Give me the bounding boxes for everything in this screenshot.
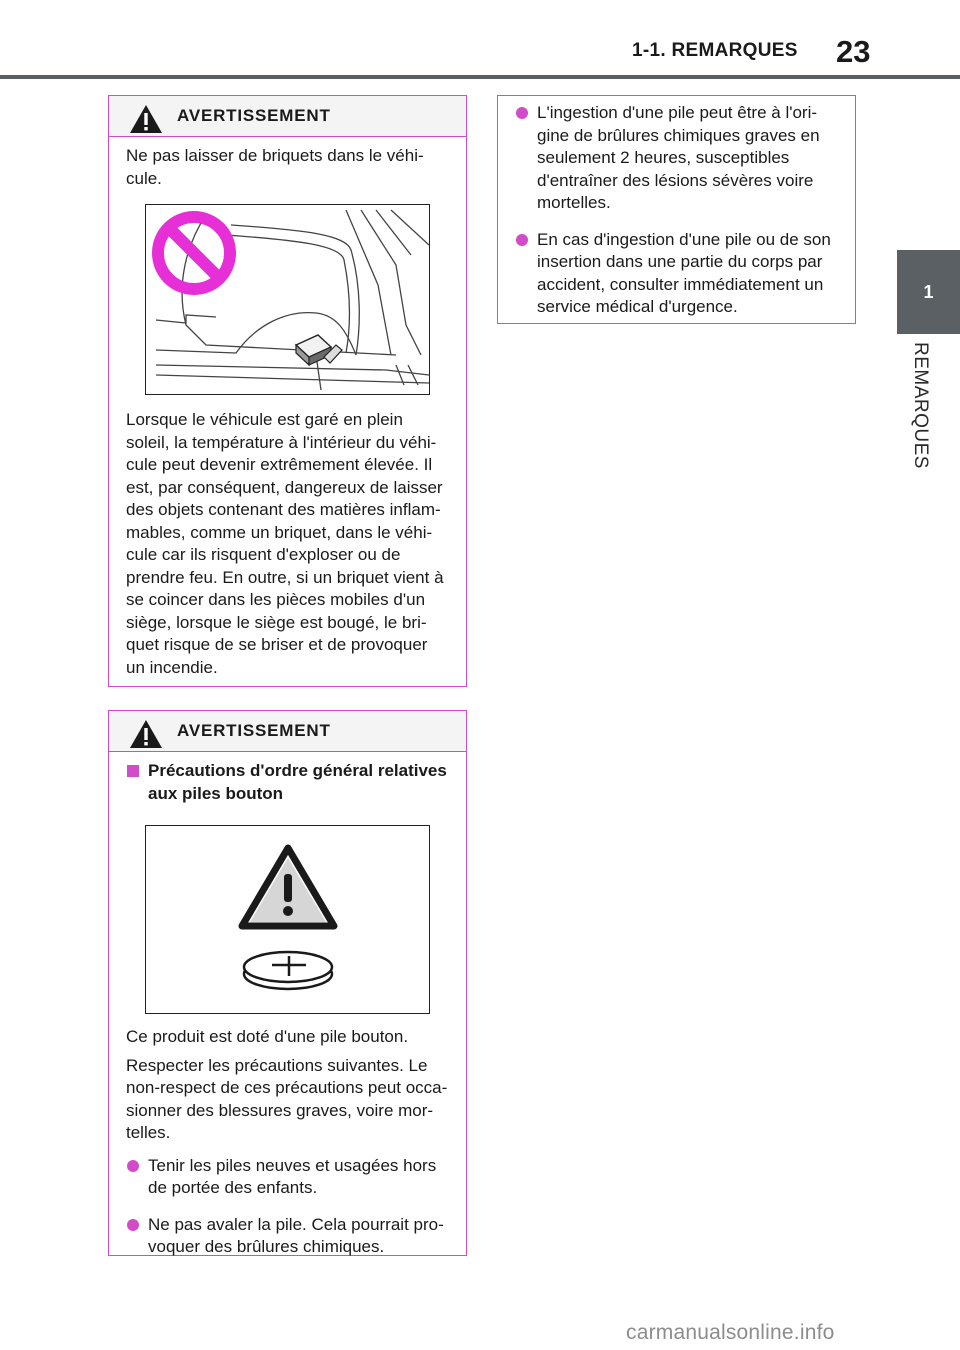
list-item-text: En cas d'ingestion d'une pile ou de son insertion dans une partie du corps par accident, consulter immédiatement un service médical d'urgence. <box>537 229 831 316</box>
section-title: 1-1. REMARQUES <box>632 40 798 61</box>
list-item <box>515 229 839 319</box>
battery-figure <box>145 825 430 1014</box>
list-item-text: Tenir les piles neuves et usagées hors de portée des enfants. <box>148 1155 437 1197</box>
footer-watermark[interactable]: carmanualsonline.info <box>626 1321 835 1344</box>
list-item <box>126 1155 450 1200</box>
section-heading-text: Précautions d'ordre général relatives aux piles bouton <box>148 761 447 803</box>
chapter-label <box>899 342 941 482</box>
bullet-dot-icon <box>127 1160 139 1172</box>
list-item <box>126 1214 450 1259</box>
warning-triangle-icon <box>129 104 163 134</box>
chapter-label-text: REMARQUES <box>910 342 931 469</box>
section-heading <box>126 760 450 805</box>
warning-header <box>109 711 466 752</box>
warning-box-continuation <box>497 95 856 324</box>
warning-box-button-batteries <box>108 710 467 1256</box>
list-item-text: Ne pas avaler la pile. Cela pourrait pro-voquer des brûlures chimiques. <box>148 1214 444 1256</box>
list-item-text: L'ingestion d'une pile peut être à l'ori-gine de brûlures chimiques graves en seulement 2 heures, susceptibles d'entraîner des lésions sévères voire mortelles. <box>537 103 820 212</box>
bullet-dot-icon <box>127 1219 139 1231</box>
lighter-in-seat-illustration <box>146 205 429 394</box>
warning-title: AVERTISSEMENT <box>177 721 331 740</box>
square-bullet-icon <box>127 765 139 777</box>
prohibited-icon <box>158 217 230 289</box>
bullet-dot-icon <box>516 107 528 119</box>
battery-paragraph-1: Ce produit est doté d'une pile bouton. <box>126 1027 409 1046</box>
page-number: 23 <box>836 34 871 69</box>
list-item <box>515 102 839 215</box>
warning-title: AVERTISSEMENT <box>177 106 331 125</box>
bullet-dot-icon <box>516 234 528 246</box>
chapter-number: 1 <box>923 282 934 302</box>
chapter-tab[interactable] <box>897 250 960 334</box>
battery-paragraph-2: Respecter les précautions suivantes. Le non-respect de ces précautions peut occa-sionner des blessures graves, voire mor-telles. <box>126 1055 448 1142</box>
button-battery-warning-icon <box>146 826 429 1013</box>
header-rule <box>0 75 960 79</box>
warning-header <box>109 96 466 137</box>
warning-body: Lorsque le véhicule est garé en plein soleil, la température à l'intérieur du véhi-cule peut devenir extrêmement élevée. Il est, par conséquent, dangereux de laisser des objets contenant des matières inflam-mables, comme un briquet, dans le véhi-cule car ils risquent d'exploser ou de prendre feu. En outre, si un briquet vient à se coincer dans les pièces mobiles d'un siège, lorsque le siège est bougé, le bri-quet risque de se briser et de provoquer un incendie. <box>126 410 444 677</box>
lighter-figure <box>145 204 430 395</box>
warning-triangle-icon <box>129 719 163 749</box>
warning-box-lighters <box>108 95 467 687</box>
warning-intro: Ne pas laisser de briquets dans le véhi-cule. <box>126 146 424 188</box>
